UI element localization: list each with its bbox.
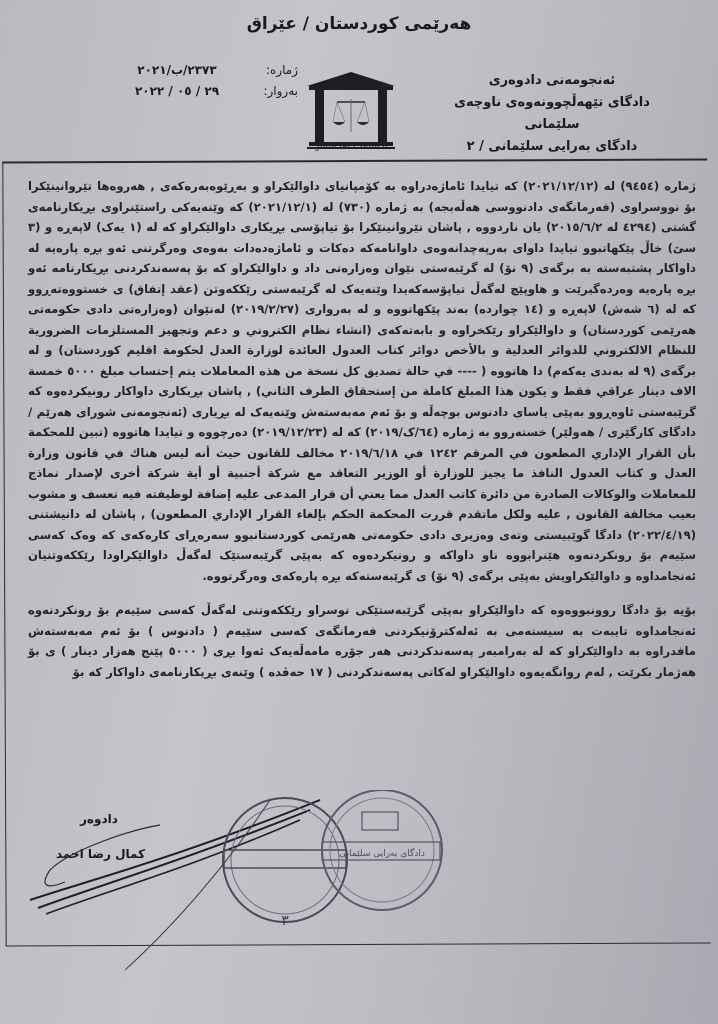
judge-name: کمال رضا احمد bbox=[56, 847, 146, 861]
court-line-first-instance: دادگای بەرایی سلێمانی / ٢ bbox=[466, 139, 638, 154]
reference-number-row bbox=[108, 60, 298, 81]
stamp-text: دادگای بەرایی سلێمانی bbox=[339, 849, 425, 859]
paragraph-facts: ژمارە (٩٤٥٤) لە (٢٠٢١/١٢/١٢) کە تیایدا ئاماژەدراوە بە کۆمپانیای داوالێکراو و بەڕێوەبەرەکەی , هەروەها تێروانینێکرا بۆ نووسراوی (فەرمانگەی دادنووسی هەڵەبجە) بە ژمارە (٧٣٠) لە (٢٠٢١/١٢/١) کە وێنەیەکی راستێنراوی بڕیکارنامەی گشتی (٤٢٩٤ لە ٢٠١٥/٦/٢) یان ناردووە , پاشان تێروانینێکرا بۆ تیاپۆسی بڕیکاری داوالێکراو کە لە (١ یەک) لاپەڕە و (٣ سێ) خاڵ پێکهاتبوو تیایدا داوای بەرپەچدانەوەی داوانامەکە دەکات و ئاماژەدەدات بەوەی وەرگرتنی ئەو بڕە پارەیە لە داواکار پشتبەستە بە برگەی (٩ نۆ) لە گرێبەستی نێوان وەزارەتی داد و داوالێکراو کە بۆ پەسەندکردنی بڕیکارنامە ئەو بڕە پارەیە وەردەگیرێت و هاوپێچ لەگەڵ تیاپۆسەکەیدا وێنەیەک لە گرێبەستی رێککەوتن (عقد إتفاق) ی خستووەتەڕوو کە لە (٦ شەش) لاپەڕە و (١٤ چواردە) بەند پێکهاتووە و لە بەرواری (٢٠١٩/٢/٢٧) لەنێوان (وەزارەتی دادی حکومەتی هەرێمی کوردستان) و داوالێکراو رێکخراوە و بابەتەکەی (انشاء نظام الكتروني و دعم وتجهيز المستلزمات الضرورية للنظام الالكتروني للدوائر العدلية و بالأخص دوائر كتاب العدول العائدة لوزارة العدل لحكومة اقليم كوردستان) و لە برگەی (٩ لە بەندی یەکەم) دا هاتووە ( ---- في حالة تصديق كل نسخة من هذه المعاملات يتم إحتساب مبلغ ٥٠٠٠ خمسة الاف دينار عراقي فقط و يكون هذا المبلغ كاملة من إستحقاق الطرف الثاني) , پاشان بڕیکاری داواکار رونیکردەوە کە گرێبەستی ئاوەڕوو بەپێی یاسای دادنوس بوچەڵە و بۆ ئەم مەبەستەش وێنەیەک لە بڕیاری (ئەنجومەنی شورای هەرێم / دادگای کارگێری / هەولێر) خستەروو بە ژمارە (٦٤/ک/٢٠١٩) کە لە (٢٠١٩/١٢/٢٣) دەرچووە و تیایدا هاتووە (تبين للمحكمة بأن القرار الإداري المطعون في المرقم ١٢٤٢ في ٢٠١٩/٦/١٨ مخالف للقانون حيث أنه ليس هناك في قانون وزارة العدل و كتاب العدول النافذ ما يجيز للوزارة أو الوزير التعاقد مع شركة أجنبية أو أية شركة أخرى لإصدار نماذج للمعاملات والوكالات الصادرة من دائرة كاتب العدل مما يعني أن قرار المدعى عليه إضافة لوظيفته فيه تعسف و مشوب بعيب مخالفة القانون , عليه ولكل ماتقدم قررت المحكمة الحكم بإلغاء القرار الإداري المطعون) , پاشان لە دانیشتنی (٢٠٢٢/٤/١٩) دادگا گوێبیستی وتەی وەزیری دادی حکومەتی هەرێمی کوردستانبوو سەرەڕای کارەکەی کە وەک کەسی سێیەم بۆ رونکردنەوە هێنرابووە ناو داواکە و رونیکردەوە کە بەپێی گرێبەستێک لەگەڵ داوالێکراودا رێککەوتنیان ئەنجامداوە و داوالێکراویش بەپێی برگەی (٩ نۆ) ی گرێبەستەکە بڕە پارەکەی وەرگرتووە. bbox=[28, 179, 697, 583]
svg-text:٣: ٣ bbox=[281, 913, 289, 929]
reference-date-value: ٢٩ / ٠٥ / ٢٠٢٢ bbox=[134, 84, 220, 98]
court-heading bbox=[422, 70, 682, 158]
document-body bbox=[28, 176, 696, 682]
reference-date-label: بەروار: bbox=[263, 84, 298, 98]
logo-caption: Judicial Council bbox=[316, 142, 388, 152]
reference-date-row bbox=[108, 81, 298, 102]
paragraph-conclusion: بۆیە بۆ دادگا روونبووەوە کە داوالێکراو بەپێی گرێبەستێکی نوسراو رێککەوتنی لەگەڵ کەسی سێیەم بۆ رونکردنەوە ئەنجامداوە تایبەت بە سیستەمی بە ئەلەکترۆنیکردنی فەرمانگەی کەسی سێیەم ( دادنوس ) بۆ ئەم مەبەستەش مافدراوە بە داوالێکراو کە لە بەرامبەر پەسەندکردنی هەر جۆرە مامەڵەیەک ئەوا بڕی ( ٥٠٠٠ پێنج هەزار دینار ) ی بۆ هەژمار بکرێت , لەم روانگەیەوە داوالێکراو لەکاتی پەسەندکردنی ( ١٧ حەڤدە ) وێنەی بڕیکارنامەی داواکار کە بۆ bbox=[28, 603, 696, 679]
reference-number-value: ٢٣٧٣/ب/٢٠٢١ bbox=[137, 63, 217, 77]
reference-number-label: ژمارە: bbox=[265, 63, 298, 77]
region-title: هەرێمی کوردستان / عێراق bbox=[246, 14, 472, 34]
judge-title: دادوەر bbox=[80, 812, 118, 826]
court-line-council: ئەنجومەنی دادوەری bbox=[488, 73, 616, 88]
reference-block bbox=[108, 60, 298, 102]
court-line-appeal: دادگای تێهەڵچوونەوەی ناوچەی bbox=[454, 95, 650, 110]
official-stamps-icon bbox=[210, 790, 460, 940]
court-line-city: سلێمانی bbox=[524, 117, 580, 132]
